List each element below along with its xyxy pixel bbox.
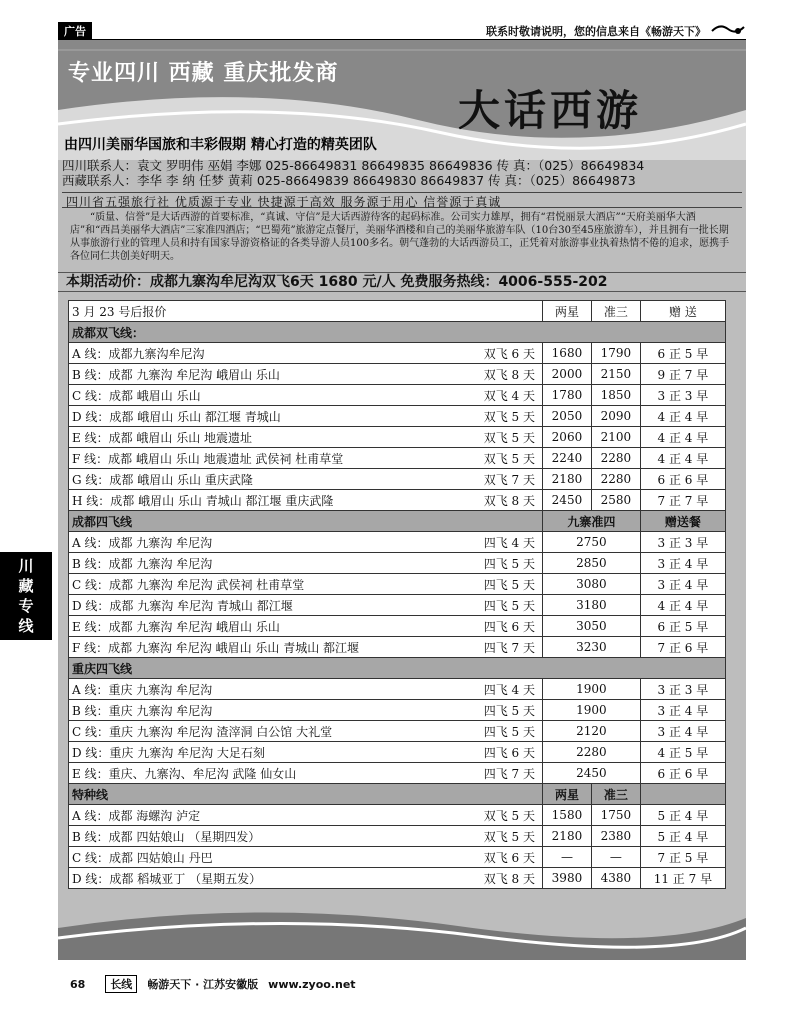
price-table [68, 300, 726, 889]
duration: 四飞 4 天 [483, 535, 535, 550]
route-cell [69, 595, 543, 616]
route-cell [69, 721, 543, 742]
duration: 四飞 5 天 [483, 598, 535, 613]
table-row [69, 574, 726, 595]
duration: 双飞 5 天 [483, 451, 535, 466]
route-name: A 线：重庆 九寨沟 牟尼沟 [72, 682, 213, 697]
route-cell [69, 532, 543, 553]
price-cell: 2280 [543, 742, 641, 763]
table-row [69, 364, 726, 385]
price-two-star: — [543, 847, 592, 868]
section-col-label: 九寨准四 [543, 511, 641, 532]
gift-cell: 3 正 3 早 [640, 532, 725, 553]
route-name: B 线：成都 四姑娘山 （星期四发） [72, 829, 261, 844]
price-two-star: 2240 [543, 448, 592, 469]
top-bar [58, 20, 746, 40]
price-cell: 3180 [543, 595, 641, 616]
gift-cell: 6 正 5 早 [640, 616, 725, 637]
table-row [69, 721, 726, 742]
price-two-star: 2050 [543, 406, 592, 427]
gift-cell: 7 正 5 早 [640, 847, 725, 868]
section-col-label: 准三 [591, 784, 640, 805]
route-name: F 线：成都 九寨沟 牟尼沟 峨眉山 乐山 青城山 都江堰 [72, 640, 360, 655]
table-row [69, 343, 726, 364]
ad-label: 广告 [58, 22, 92, 40]
price-two-star: 1780 [543, 385, 592, 406]
duration: 四飞 5 天 [483, 577, 535, 592]
route-cell [69, 427, 543, 448]
section-header [69, 784, 726, 805]
promo-bar: 本期活动价：成都九寨沟牟尼沟双飞6天 1680 元/人 免费服务热线：4006-555-202 [58, 272, 746, 292]
route-cell [69, 700, 543, 721]
price-cell: 1900 [543, 700, 641, 721]
route-name: E 线：重庆、九寨沟、牟尼沟 武隆 仙女山 [72, 766, 297, 781]
magazine-logo-icon [710, 21, 746, 37]
chongqing-four-flight-rows [69, 679, 726, 784]
table-row [69, 616, 726, 637]
side-tab-char: 川 [18, 557, 34, 575]
section-header [69, 658, 726, 679]
table-row [69, 427, 726, 448]
section-col-empty [640, 784, 725, 805]
page-number: 68 [70, 977, 86, 991]
route-cell [69, 868, 543, 889]
price-three-star: 2100 [591, 427, 640, 448]
duration: 四飞 5 天 [483, 703, 535, 718]
section-col-label: 两星 [543, 784, 592, 805]
route-cell [69, 763, 543, 784]
gift-cell: 11 正 7 早 [640, 868, 725, 889]
table-row [69, 490, 726, 511]
gift-cell: 5 正 4 早 [640, 826, 725, 847]
company-intro: “质量、信誉”是大话西游的首要标准，“真诚、守信”是大话西游待客的起码标准。公司实力雄厚，拥有“君悦丽景大酒店”“天府美丽华大酒店”和“西昌美丽华大酒店”三家准四酒店；“巴蜀苑”旅游定点餐厅，美丽华酒楼和自己的美丽华旅游车队（10台30至45座旅游车），并且拥有一批长期从事旅游行业的管理人员和持有国家导游资格证的各类导游人员100多名。朝气蓬勃的大话西游员工，正凭着对旅游事业执着热情不倦的追求，愿携手各位同仁共创美好明天。 [70, 212, 730, 262]
price-three-star: 1790 [591, 343, 640, 364]
route-name: C 线：成都 峨眉山 乐山 [72, 388, 201, 403]
route-name: D 线：成都 峨眉山 乐山 都江堰 青城山 [72, 409, 281, 424]
contacts-block [58, 158, 746, 188]
table-row [69, 637, 726, 658]
price-two-star: 1680 [543, 343, 592, 364]
table-row [69, 700, 726, 721]
price-two-star: 3980 [543, 868, 592, 889]
route-name: G 线：成都 峨眉山 乐山 重庆武隆 [72, 472, 253, 487]
table-row [69, 532, 726, 553]
route-name: F 线：成都 峨眉山 乐山 地震遗址 武侯祠 杜甫草堂 [72, 451, 344, 466]
gift-cell: 6 正 6 早 [640, 763, 725, 784]
gift-cell: 3 正 4 早 [640, 700, 725, 721]
price-three-star: 2150 [591, 364, 640, 385]
price-cell: 2850 [543, 553, 641, 574]
table-row [69, 553, 726, 574]
gift-cell: 6 正 6 早 [640, 469, 725, 490]
price-two-star: 2180 [543, 469, 592, 490]
route-cell [69, 616, 543, 637]
route-cell [69, 490, 543, 511]
price-cell: 3080 [543, 574, 641, 595]
price-three-star: 2090 [591, 406, 640, 427]
price-three-star: 2280 [591, 469, 640, 490]
price-two-star: 1580 [543, 805, 592, 826]
gift-cell: 4 正 5 早 [640, 742, 725, 763]
price-cell: 2750 [543, 532, 641, 553]
duration: 四飞 5 天 [483, 556, 535, 571]
price-three-star: 2380 [591, 826, 640, 847]
table-head-row [69, 301, 726, 322]
table-head-cell: 两星 [543, 301, 592, 322]
section-header [69, 322, 726, 343]
duration: 双飞 7 天 [483, 472, 535, 487]
gift-cell: 7 正 6 早 [640, 637, 725, 658]
section-title: 特种线 [69, 784, 543, 805]
route-name: D 线：重庆 九寨沟 牟尼沟 大足石刻 [72, 745, 265, 760]
duration: 四飞 7 天 [483, 640, 535, 655]
route-name: C 线：成都 四姑娘山 丹巴 [72, 850, 213, 865]
gift-cell: 3 正 4 早 [640, 721, 725, 742]
price-two-star: 2000 [543, 364, 592, 385]
duration: 四飞 6 天 [483, 619, 535, 634]
gift-cell: 6 正 5 早 [640, 343, 725, 364]
duration: 双飞 6 天 [483, 346, 535, 361]
route-cell [69, 469, 543, 490]
gift-cell: 3 正 3 早 [640, 385, 725, 406]
hero-banner [58, 40, 746, 160]
table-row [69, 448, 726, 469]
route-name: H 线：成都 峨眉山 乐山 青城山 都江堰 重庆武隆 [72, 493, 334, 508]
table-row [69, 847, 726, 868]
price-cell: 1900 [543, 679, 641, 700]
route-cell [69, 826, 543, 847]
route-cell [69, 448, 543, 469]
side-tab [0, 552, 52, 640]
price-cell: 3230 [543, 637, 641, 658]
route-name: B 线：成都 九寨沟 牟尼沟 [72, 556, 213, 571]
table-row [69, 469, 726, 490]
gift-cell: 4 正 4 早 [640, 448, 725, 469]
section-col-label: 赠送餐 [640, 511, 725, 532]
price-cell: 2450 [543, 763, 641, 784]
route-cell [69, 637, 543, 658]
table-row [69, 826, 726, 847]
side-tab-char: 专 [18, 597, 34, 615]
duration: 四飞 6 天 [483, 745, 535, 760]
route-cell [69, 385, 543, 406]
table-head-cell: 赠 送 [640, 301, 725, 322]
duration: 四飞 5 天 [483, 724, 535, 739]
contact-tibet: 西藏联系人：李华 李 纳 任梦 黄莉 025-86649839 86649830 86649837 传 真：（025）86649873 [62, 173, 636, 188]
route-name: C 线：成都 九寨沟 牟尼沟 武侯祠 杜甫草堂 [72, 577, 305, 592]
price-two-star: 2450 [543, 490, 592, 511]
route-cell [69, 742, 543, 763]
price-two-star: 2060 [543, 427, 592, 448]
section-header [69, 511, 726, 532]
gift-cell: 4 正 4 早 [640, 406, 725, 427]
duration: 双飞 6 天 [483, 850, 535, 865]
route-name: A 线：成都九寨沟牟尼沟 [72, 346, 205, 361]
price-three-star: 2280 [591, 448, 640, 469]
page-footer [70, 975, 356, 993]
duration: 双飞 8 天 [483, 871, 535, 886]
route-name: A 线：成都 九寨沟 牟尼沟 [72, 535, 213, 550]
price-three-star: 2580 [591, 490, 640, 511]
route-name: D 线：成都 稻城亚丁 （星期五发） [72, 871, 262, 886]
special-route-rows [69, 805, 726, 889]
duration: 四飞 4 天 [483, 682, 535, 697]
side-tab-char: 藏 [18, 577, 34, 595]
route-name: A 线：成都 海螺沟 泸定 [72, 808, 201, 823]
header-note: 联系时敬请说明，您的信息来自《畅游天下》 [486, 25, 706, 38]
website-link[interactable]: www.zyoo.net [268, 977, 356, 991]
duration: 四飞 7 天 [483, 766, 535, 781]
price-three-star: — [591, 847, 640, 868]
table-row [69, 385, 726, 406]
gift-cell: 4 正 4 早 [640, 427, 725, 448]
gift-cell: 7 正 7 早 [640, 490, 725, 511]
price-three-star: 1750 [591, 805, 640, 826]
chengdu-double-flight-rows [69, 343, 726, 511]
route-name: B 线：重庆 九寨沟 牟尼沟 [72, 703, 213, 718]
chengdu-four-flight-rows [69, 532, 726, 658]
contact-sichuan: 四川联系人：袁文 罗明伟 巫娟 李娜 025-86649831 86649835 86649836 传 真：（025）86649834 [62, 158, 645, 173]
section-title: 重庆四飞线 [69, 658, 726, 679]
section-tag: 长线 [105, 975, 137, 993]
table-head-cell: 3 月 23 号后报价 [69, 301, 543, 322]
price-cell: 3050 [543, 616, 641, 637]
route-cell [69, 574, 543, 595]
route-cell [69, 679, 543, 700]
hero-headline: 专业四川 西藏 重庆批发商 [68, 61, 339, 86]
hero-subline: 由四川美丽华国旅和丰彩假期 精心打造的精英团队 [64, 137, 377, 153]
duration: 双飞 5 天 [483, 409, 535, 424]
price-cell: 2120 [543, 721, 641, 742]
gift-cell: 3 正 4 早 [640, 553, 725, 574]
gift-cell: 3 正 3 早 [640, 679, 725, 700]
table-row [69, 595, 726, 616]
gift-cell: 5 正 4 早 [640, 805, 725, 826]
section-title: 成都双飞线： [69, 322, 726, 343]
route-name: B 线：成都 九寨沟 牟尼沟 峨眉山 乐山 [72, 367, 280, 382]
gift-cell: 9 正 7 早 [640, 364, 725, 385]
route-name: E 线：成都 九寨沟 牟尼沟 峨眉山 乐山 [72, 619, 280, 634]
table-head-cell: 准三 [591, 301, 640, 322]
price-two-star: 2180 [543, 826, 592, 847]
route-name: C 线：重庆 九寨沟 牟尼沟 渣滓洞 白公馆 大礼堂 [72, 724, 333, 739]
price-three-star: 1850 [591, 385, 640, 406]
duration: 双飞 5 天 [483, 808, 535, 823]
price-three-star: 4380 [591, 868, 640, 889]
ad-panel [58, 40, 746, 960]
bottom-wave-graphic [58, 898, 746, 960]
brand-logo-text: 大话西游 [458, 86, 643, 135]
route-cell [69, 553, 543, 574]
route-cell [69, 847, 543, 868]
duration: 双飞 5 天 [483, 829, 535, 844]
route-cell [69, 406, 543, 427]
side-tab-char: 线 [18, 617, 34, 635]
table-row [69, 679, 726, 700]
gift-cell: 4 正 4 早 [640, 595, 725, 616]
duration: 双飞 5 天 [483, 430, 535, 445]
table-row [69, 805, 726, 826]
section-title: 成都四飞线 [69, 511, 543, 532]
route-cell [69, 805, 543, 826]
magazine-name: 畅游天下 · 江苏安徽版 [147, 978, 259, 991]
slogan-bar: 四川省五强旅行社 优质源于专业 快捷源于高效 服务源于用心 信誉源于真诚 [62, 192, 742, 208]
duration: 双飞 4 天 [483, 388, 535, 403]
table-row [69, 868, 726, 889]
table-row [69, 742, 726, 763]
route-cell [69, 364, 543, 385]
table-row [69, 406, 726, 427]
duration: 双飞 8 天 [483, 493, 535, 508]
route-name: E 线：成都 峨眉山 乐山 地震遗址 [72, 430, 253, 445]
gift-cell: 3 正 4 早 [640, 574, 725, 595]
table-row [69, 763, 726, 784]
route-cell [69, 343, 543, 364]
route-name: D 线：成都 九寨沟 牟尼沟 青城山 都江堰 [72, 598, 293, 613]
duration: 双飞 8 天 [483, 367, 535, 382]
